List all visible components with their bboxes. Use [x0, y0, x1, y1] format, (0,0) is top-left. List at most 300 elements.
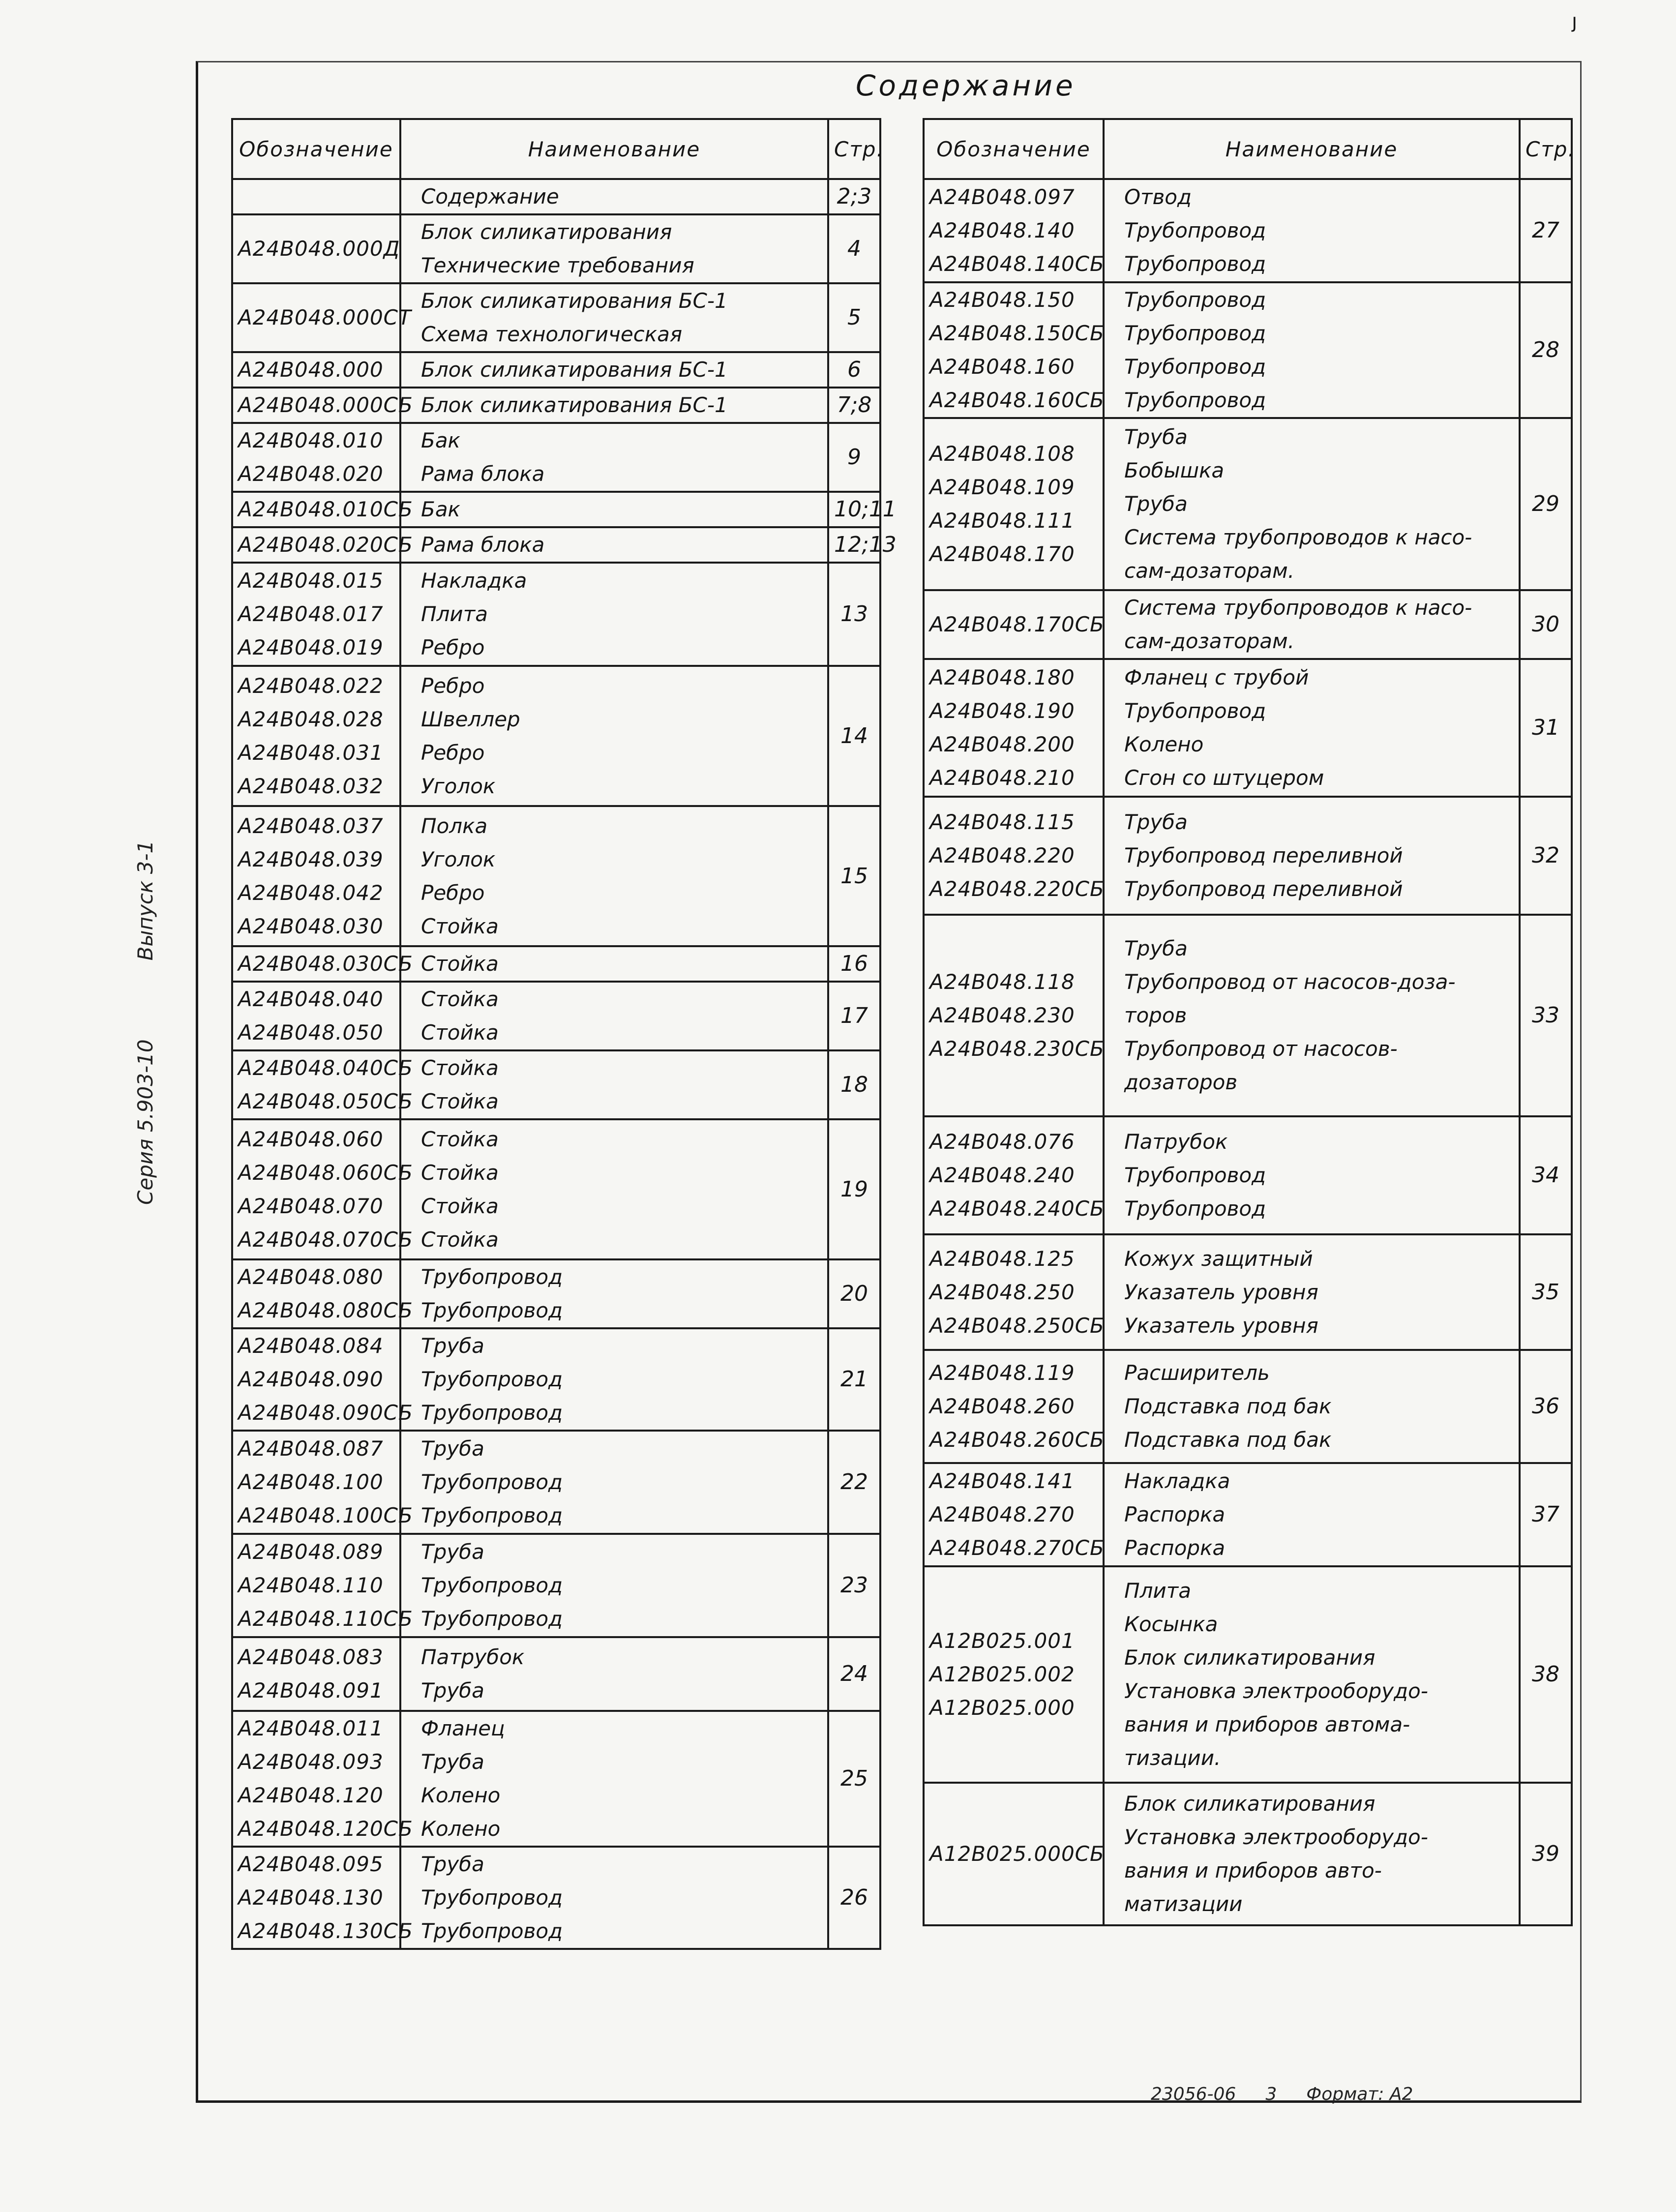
name-text: вания и приборов авто- [1124, 1858, 1382, 1883]
name-cell [1104, 590, 1520, 659]
designation-text: А24В048.240СБ [929, 1196, 1105, 1221]
designation-text: А24В048.010 [238, 428, 384, 452]
designation-text: А12В025.002 [929, 1662, 1075, 1686]
designation-cell [924, 418, 1104, 590]
designation-cell [924, 282, 1104, 418]
designation-text: А24В048.110СБ [238, 1607, 413, 1631]
name-text: Стойка [421, 1127, 499, 1151]
designation-text: А12В025.001 [929, 1629, 1075, 1653]
page-cell: 5 [828, 283, 880, 352]
name-cell [400, 982, 828, 1050]
header-designation: Обозначение [924, 119, 1104, 179]
designation-cell [924, 1783, 1104, 1925]
name-text: Колено [421, 1783, 501, 1807]
designation-cell [232, 179, 400, 214]
name-text: Отвод [1124, 185, 1192, 209]
page-cell: 38 [1520, 1566, 1572, 1783]
name-text: Трубопровод [1124, 355, 1266, 379]
designation-text: А24В048.130СБ [238, 1919, 413, 1943]
page-cell: 9 [828, 423, 880, 492]
name-text: Бобышка [1124, 458, 1225, 482]
name-text: Труба [421, 1436, 484, 1461]
designation-text: А24В048.011 [238, 1716, 384, 1740]
name-text: Труба [421, 1540, 484, 1564]
designation-text: А24В048.020СБ [238, 533, 413, 557]
name-text: сам-дозаторам. [1124, 559, 1295, 583]
page-cell: 33 [1520, 915, 1572, 1116]
table-row [924, 418, 1572, 590]
name-text: Колено [421, 1817, 501, 1841]
name-text: Расширитель [1124, 1361, 1270, 1385]
name-text: Бак [421, 497, 460, 521]
name-text: Трубопровод [1124, 321, 1266, 345]
name-cell [1104, 915, 1520, 1116]
name-cell [400, 806, 828, 946]
designation-cell [232, 283, 412, 352]
designation-cell [232, 563, 400, 666]
table-row [924, 1566, 1572, 1783]
header-designation: Обозначение [232, 119, 400, 179]
designation-text: А24В048.042 [238, 880, 384, 905]
designation-text: А24В048.111 [929, 508, 1075, 533]
table-row [232, 563, 880, 666]
name-text: Накладка [421, 568, 527, 593]
page-cell: 39 [1520, 1783, 1572, 1925]
table-row [924, 1234, 1572, 1350]
page-cell: 10;11 [828, 492, 880, 527]
name-text: Труба [1124, 425, 1188, 449]
name-text: Стойка [421, 1056, 499, 1080]
designation-cell [924, 659, 1104, 797]
designation-text: А24В048.115 [929, 810, 1075, 834]
designation-cell [232, 1847, 413, 1949]
designation-cell [924, 1234, 1104, 1350]
name-text: Блок силикатирования БС-1 [421, 289, 728, 313]
name-text: Блок силикатирования БС-1 [421, 393, 728, 417]
page-cell: 7;8 [828, 388, 880, 423]
designation-text: А24В048.140 [929, 218, 1075, 242]
table-header [232, 119, 880, 179]
name-cell [1104, 1350, 1520, 1463]
designation-cell [232, 527, 413, 563]
designation-text: А24В048.060 [238, 1127, 384, 1151]
designation-cell [924, 1566, 1104, 1783]
table-row [232, 1847, 880, 1949]
name-text: Полка [421, 813, 488, 838]
designation-cell [232, 1711, 413, 1847]
name-text: Трубопровод [1124, 1163, 1266, 1187]
name-text: Трубопровод от насосов-доза- [1124, 970, 1456, 994]
header-page: Стр. [828, 119, 880, 179]
designation-cell [924, 797, 1104, 915]
name-text: Стойка [421, 1160, 499, 1185]
designation-text: А24В048.270СБ [929, 1536, 1105, 1560]
format-label: Формат: А2 [1306, 2084, 1413, 2104]
name-text: Трубопровод [1124, 1196, 1266, 1221]
designation-cell [232, 388, 413, 423]
page-cell: 36 [1520, 1350, 1572, 1463]
table-row [924, 797, 1572, 915]
name-text: Труба [1124, 810, 1188, 834]
name-cell [400, 492, 828, 527]
table-row [232, 423, 880, 492]
name-text: Трубопровод [421, 1503, 563, 1527]
side-stamp [125, 811, 165, 1205]
name-text: Уголок [421, 774, 496, 798]
page-cell: 28 [1520, 282, 1572, 418]
name-text: Трубопровод [421, 1919, 563, 1943]
designation-text: А24В048.000СБ [238, 393, 413, 417]
name-cell [400, 1431, 828, 1534]
name-text: Стойка [421, 952, 499, 976]
designation-text: А24В048.250 [929, 1280, 1075, 1304]
name-cell [400, 946, 828, 982]
name-cell [400, 423, 828, 492]
name-text: Накладка [1124, 1469, 1230, 1493]
name-text: Кожух защитный [1124, 1246, 1313, 1271]
designation-text: А24В048.100СБ [238, 1503, 413, 1527]
page-cell: 22 [828, 1431, 880, 1534]
name-text: Бак [421, 428, 460, 452]
name-text: Установка электрооборудо- [1124, 1825, 1428, 1849]
name-cell [400, 1847, 828, 1949]
page-cell: 16 [828, 946, 880, 982]
table-row [232, 982, 880, 1050]
name-text: Патрубок [1124, 1130, 1228, 1154]
name-cell [400, 1711, 828, 1847]
designation-text: А24В048.130 [238, 1885, 384, 1910]
table-row [232, 1050, 880, 1119]
toc-table-right [923, 118, 1576, 1926]
table-row [232, 492, 880, 527]
table-row [232, 1119, 880, 1259]
table-row [232, 214, 880, 283]
name-text: Блок силикатирования [421, 220, 672, 244]
name-text: Трубопровод [1124, 252, 1266, 276]
name-text: Трубопровод [421, 1607, 563, 1631]
designation-text: А24В048.060СБ [238, 1160, 413, 1185]
name-text: Трубопровод [1124, 218, 1266, 242]
table-row [232, 806, 880, 946]
name-text: Трубопровод [421, 1401, 563, 1425]
table-row [924, 282, 1572, 418]
designation-text: А24В048.000СТ [238, 305, 412, 329]
designation-cell [232, 1431, 413, 1534]
name-cell [400, 283, 828, 352]
designation-cell [924, 1116, 1104, 1234]
designation-text: А24В048.019 [238, 635, 384, 659]
designation-cell [232, 352, 400, 388]
name-cell [1104, 418, 1520, 590]
designation-text: А24В048.109 [929, 475, 1075, 499]
name-cell [400, 214, 828, 283]
name-text: дозаторов [1124, 1070, 1238, 1094]
name-text: Рама блока [421, 462, 545, 486]
designation-text: А24В048.070СБ [238, 1227, 413, 1252]
table-row [924, 659, 1572, 797]
table-row [232, 352, 880, 388]
name-cell [400, 1050, 828, 1119]
designation-text: А24В048.210 [929, 766, 1075, 790]
page-cell: 2;3 [828, 179, 880, 214]
table-row [232, 946, 880, 982]
page-title: Содержание [856, 69, 1076, 102]
name-text: Блок силикатирования [1124, 1792, 1376, 1816]
page-cell: 24 [828, 1637, 880, 1711]
name-cell [1104, 797, 1520, 915]
designation-text: А24В048.230 [929, 1003, 1075, 1027]
page-cell: 37 [1520, 1463, 1572, 1566]
table-row [924, 1116, 1572, 1234]
name-text: Трубопровод [421, 1298, 563, 1322]
name-text: Трубопровод [421, 1573, 563, 1597]
name-text: Стойка [421, 914, 499, 938]
name-text: Труба [421, 1334, 484, 1358]
page-cell: 20 [828, 1259, 880, 1328]
name-text: Указатель уровня [1124, 1280, 1318, 1304]
table-row [232, 1259, 880, 1328]
name-text: Стойка [421, 1089, 499, 1113]
designation-text: А24В048.087 [238, 1436, 384, 1461]
name-text: Трубопровод [421, 1470, 563, 1494]
designation-text: А24В048.141 [929, 1469, 1075, 1493]
name-text: Швеллер [421, 707, 520, 731]
designation-text: А24В048.040СБ [238, 1056, 413, 1080]
designation-text: А24В048.110 [238, 1573, 384, 1597]
designation-text: А24В048.200 [929, 732, 1075, 756]
designation-text: А24В048.040 [238, 987, 384, 1011]
designation-text: А24В048.091 [238, 1678, 384, 1703]
name-cell [400, 352, 828, 388]
designation-text: А24В048.260СБ [929, 1428, 1105, 1452]
name-cell [400, 666, 828, 806]
name-text: Трубопровод переливной [1124, 843, 1403, 867]
page-cell: 14 [828, 666, 880, 806]
designation-cell [232, 1050, 413, 1119]
name-cell [400, 179, 828, 214]
page-cell: 18 [828, 1050, 880, 1119]
name-text: тизации. [1124, 1746, 1221, 1770]
page-cell: 27 [1520, 179, 1572, 282]
designation-cell [924, 179, 1104, 282]
designation-text: А24В048.050СБ [238, 1089, 413, 1113]
designation-cell [232, 982, 400, 1050]
name-cell [400, 388, 828, 423]
designation-text: А24В048.180 [929, 665, 1075, 689]
name-text: Труба [1124, 492, 1188, 516]
designation-text: А24В048.260 [929, 1394, 1075, 1418]
designation-text: А12В025.000 [929, 1696, 1075, 1720]
name-text: Стойка [421, 1227, 499, 1252]
name-cell [400, 1637, 828, 1711]
designation-text: А24В048.150СБ [929, 321, 1105, 345]
designation-text: А24В048.100 [238, 1470, 384, 1494]
name-text: Патрубок [421, 1645, 525, 1669]
page-cell: 25 [828, 1711, 880, 1847]
name-cell [1104, 659, 1520, 797]
header-name: Наименование [400, 119, 828, 179]
designation-text: А24В048.080 [238, 1265, 384, 1289]
page-cell: 15 [828, 806, 880, 946]
designation-cell [232, 423, 400, 492]
designation-text: А24В048.160 [929, 355, 1075, 379]
name-text: Технические требования [421, 253, 694, 277]
table-row [232, 388, 880, 423]
designation-cell [924, 590, 1104, 659]
designation-text: А24В048.070 [238, 1194, 384, 1218]
name-text: Уголок [421, 847, 496, 871]
name-text: Распорка [1124, 1502, 1226, 1526]
designation-cell [232, 1328, 413, 1431]
designation-text: А24В048.050 [238, 1020, 384, 1045]
series-label: Серия 5.903-10 [133, 1039, 157, 1205]
page-cell: 23 [828, 1534, 880, 1637]
table-row [924, 1463, 1572, 1566]
name-text: Система трубопроводов к насо- [1124, 525, 1472, 549]
name-text: Косынка [1124, 1612, 1218, 1636]
name-cell [1104, 1566, 1520, 1783]
name-text: Ребро [421, 635, 485, 659]
designation-text: А24В048.083 [238, 1645, 384, 1669]
header-page: Стр. [1520, 119, 1572, 179]
designation-text: А24В048.022 [238, 673, 384, 698]
sheet-number: 3 [1265, 2084, 1277, 2104]
name-text: Ребро [421, 740, 485, 765]
name-text: Трубопровод [421, 1885, 563, 1910]
designation-cell [232, 946, 413, 982]
designation-text: А24В048.250СБ [929, 1313, 1105, 1338]
designation-text: А24В048.020 [238, 462, 384, 486]
name-cell [1104, 179, 1520, 282]
name-cell [400, 1259, 828, 1328]
issue-label: Выпуск 3-1 [133, 840, 157, 961]
table-row [924, 915, 1572, 1116]
page-cell: 17 [828, 982, 880, 1050]
designation-cell [232, 806, 400, 946]
designation-text: А24В048.017 [238, 602, 384, 626]
name-text: Подставка под бак [1124, 1428, 1332, 1452]
name-text: Трубопровод [1124, 699, 1266, 723]
designation-text: А24В048.000Д [238, 237, 400, 261]
table-row [232, 1431, 880, 1534]
table-row [232, 666, 880, 806]
page-cell: 21 [828, 1328, 880, 1431]
designation-cell [924, 1463, 1104, 1566]
designation-text: А24В048.190 [929, 699, 1075, 723]
designation-cell [924, 915, 1104, 1116]
designation-text: А12В025.000СБ [929, 1842, 1105, 1866]
page-cell: 32 [1520, 797, 1572, 915]
designation-text: А24В048.220 [929, 843, 1075, 867]
designation-text: А24В048.140СБ [929, 252, 1105, 276]
designation-cell [232, 492, 413, 527]
designation-text: А24В048.108 [929, 442, 1075, 466]
name-text: Блок силикатирования [1124, 1645, 1376, 1670]
name-text: Фланец [421, 1716, 505, 1740]
name-text: Труба [1124, 936, 1188, 960]
designation-text: А24В048.093 [238, 1750, 384, 1774]
table-row [924, 1783, 1572, 1925]
table-row [924, 1350, 1572, 1463]
page-cell: 6 [828, 352, 880, 388]
designation-cell [232, 214, 400, 283]
name-text: Труба [421, 1750, 484, 1774]
name-text: Колено [1124, 732, 1204, 756]
name-text: Трубопровод [1124, 388, 1266, 412]
table-row [232, 179, 880, 214]
name-text: Рама блока [421, 533, 545, 557]
name-text: Блок силикатирования БС-1 [421, 358, 728, 382]
designation-text: А24В048.031 [238, 740, 384, 765]
name-text: Стойка [421, 1194, 499, 1218]
designation-text: А24В048.170 [929, 542, 1075, 566]
name-cell [1104, 1116, 1520, 1234]
page-cell: 26 [828, 1847, 880, 1949]
corner-mark: ȷ [1572, 10, 1578, 32]
name-text: Плита [1124, 1579, 1191, 1603]
designation-cell [232, 666, 400, 806]
header-name: Наименование [1104, 119, 1520, 179]
designation-cell [232, 1119, 413, 1259]
name-text: матизации [1124, 1892, 1243, 1916]
designation-text: А24В048.076 [929, 1130, 1075, 1154]
designation-text: А24В048.240 [929, 1163, 1075, 1187]
designation-text: А24В048.119 [929, 1361, 1075, 1385]
designation-text: А24В048.089 [238, 1540, 384, 1564]
name-cell [1104, 1463, 1520, 1566]
designation-cell [924, 1350, 1104, 1463]
name-cell [1104, 1783, 1520, 1925]
page-cell: 13 [828, 563, 880, 666]
name-text: Сгон со штуцером [1124, 766, 1324, 790]
designation-text: А24В048.039 [238, 847, 384, 871]
name-text: Ребро [421, 673, 485, 698]
designation-text: А24В048.015 [238, 568, 384, 593]
designation-text: А24В048.170СБ [929, 612, 1105, 636]
table-row [232, 1711, 880, 1847]
name-text: Трубопровод [421, 1265, 563, 1289]
name-text: Стойка [421, 987, 499, 1011]
name-text: Трубопровод переливной [1124, 877, 1403, 901]
designation-text: А24В048.080СБ [238, 1298, 413, 1322]
page-cell: 4 [828, 214, 880, 283]
table-row [232, 1534, 880, 1637]
footer-stamp [1151, 2084, 1413, 2104]
name-text: Трубопровод от насосов- [1124, 1037, 1398, 1061]
page-cell: 19 [828, 1119, 880, 1259]
name-cell [400, 1328, 828, 1431]
designation-text: А24В048.097 [929, 185, 1075, 209]
designation-cell [232, 1637, 400, 1711]
designation-text: А24В048.220СБ [929, 877, 1105, 901]
name-cell [1104, 1234, 1520, 1350]
name-text: сам-дозаторам. [1124, 629, 1295, 653]
name-text: вания и приборов автома- [1124, 1712, 1410, 1736]
designation-text: А24В048.028 [238, 707, 384, 731]
designation-text: А24В048.160СБ [929, 388, 1105, 412]
designation-text: А24В048.010СБ [238, 497, 413, 521]
designation-text: А24В048.000 [238, 358, 384, 382]
designation-text: А24В048.090 [238, 1367, 384, 1391]
designation-text: А24В048.270 [929, 1502, 1075, 1526]
designation-text: А24В048.030СБ [238, 952, 413, 976]
name-text: Схема технологическая [421, 322, 683, 346]
table-row [232, 527, 880, 563]
name-cell [1104, 282, 1520, 418]
designation-cell [232, 1259, 413, 1328]
designation-text: А24В048.150 [929, 288, 1075, 312]
name-text: Трубопровод [421, 1367, 563, 1391]
